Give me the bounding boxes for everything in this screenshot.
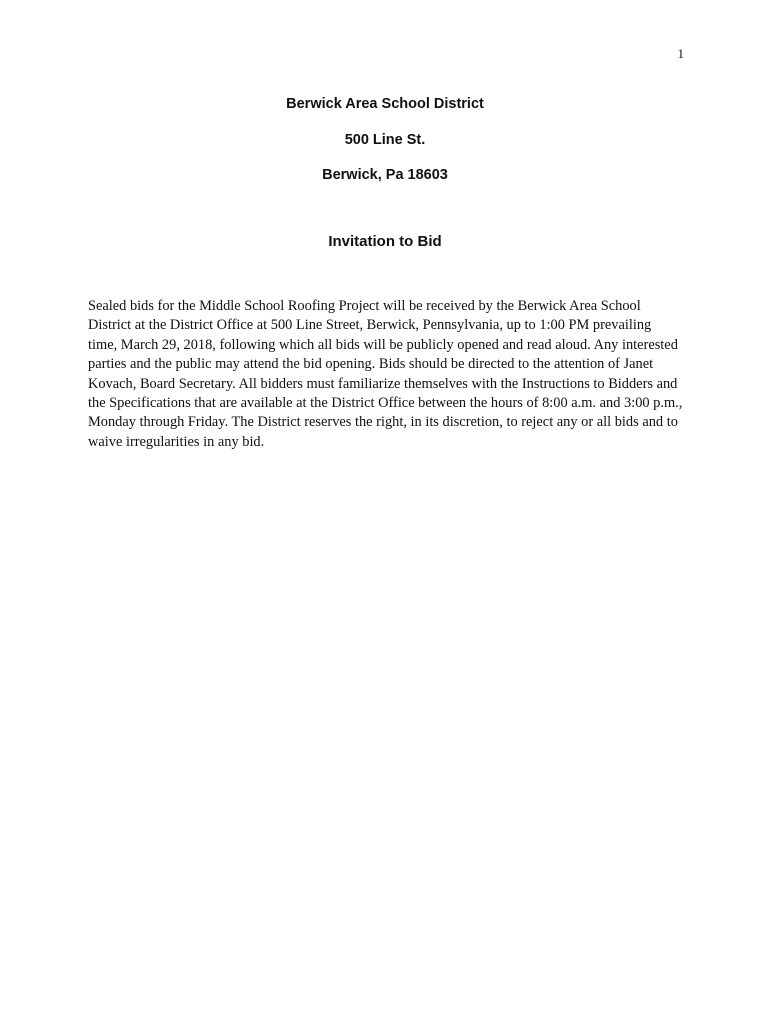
organization-name: Berwick Area School District: [286, 96, 484, 112]
city-state-zip: Berwick, Pa 18603: [322, 167, 448, 183]
page-number: 1: [677, 46, 684, 61]
street-address: 500 Line St.: [344, 132, 426, 148]
bid-paragraph: Sealed bids for the Middle School Roofing Project will be received by the Berwick Area School District at the District Office at 500 Line Street, Berwick, Pennsylvania, up to 1:00 PM prevailing time, March 29, 2018, following which all bids will be publicly opened and read aloud. Any interested parties and the public may attend the bid opening. Bids should be directed to the attention of Janet Kovach, Board Secretary. All bidders must familiarize themselves with the Instructions to Bidders and the Specifications that are available at the District Office between the hours of 8:00 a.m. and 3:00 p.m., Monday through Friday. The District reserves the right, in its discretion, to reject any or all bids and to waive irregularities in any bid.: [88, 298, 683, 450]
document-title: Invitation to Bid: [328, 233, 442, 250]
